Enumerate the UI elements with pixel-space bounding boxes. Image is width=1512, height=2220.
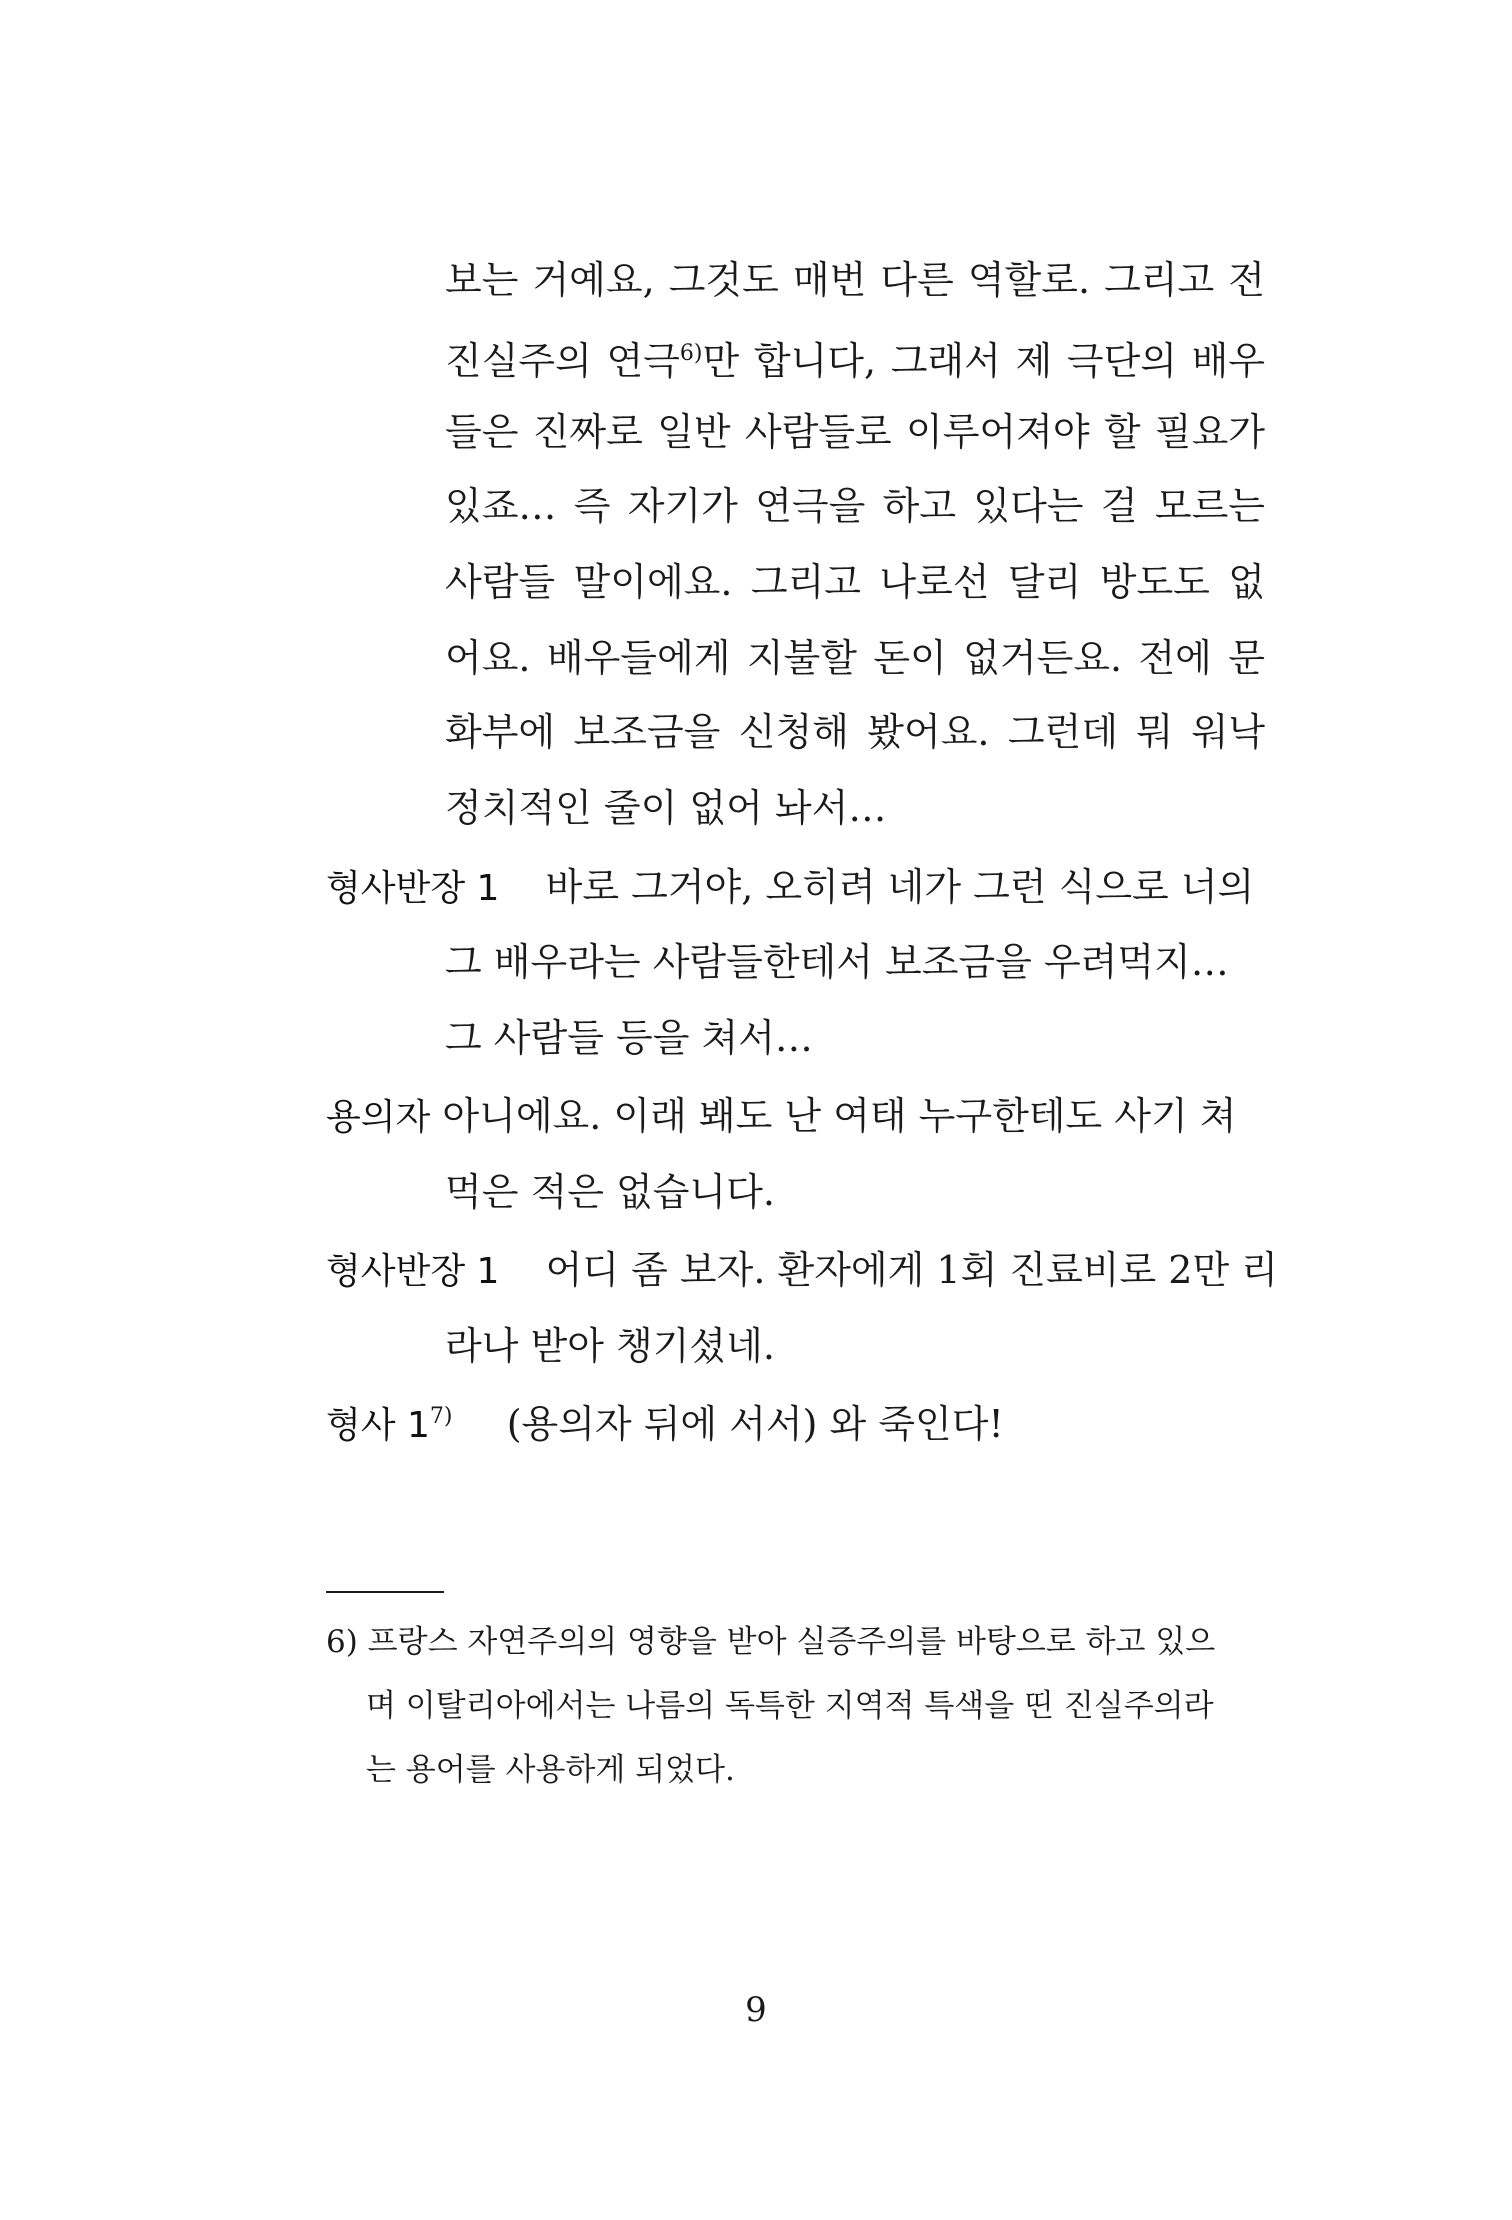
speech-block — [326, 1400, 1265, 1448]
dialogue-line: 들은 진짜로 일반 사람들로 이루어져야 할 필요가 — [445, 410, 1265, 454]
dialogue-line: 그 배우라는 사람들한테서 보조금을 우려먹지… — [445, 940, 1229, 984]
dialogue-line — [445, 337, 1265, 385]
speech-block — [326, 863, 1265, 911]
dialogue-line: 정치적인 줄이 없어 놔서… — [445, 786, 887, 830]
footnote-line: 며 이탈리아에서는 나름의 독특한 지역적 특색을 띤 진실주의라 — [366, 1688, 1214, 1724]
dialogue-text: 아니에요. 이래 봬도 난 여태 누구한테도 사기 쳐 — [442, 1094, 1237, 1138]
dialogue-line: 사람들 말이에요. 그리고 나로선 달리 방도도 없 — [445, 560, 1265, 604]
speaker-name: 형사반장 1 — [326, 1251, 500, 1292]
dialogue-text: (용의자 뒤에 서서) 와 죽인다! — [506, 1402, 1004, 1446]
footnote-ref-7[interactable]: 7) — [429, 1404, 453, 1429]
speaker-name: 용의자 — [326, 1097, 431, 1138]
footnote-ref-6[interactable]: 6) — [679, 341, 703, 366]
dialogue-text: 진실주의 연극 — [445, 339, 680, 383]
dialogue-line: 그 사람들 등을 쳐서… — [445, 1016, 813, 1060]
speech-block — [326, 1246, 1278, 1294]
dialogue-line: 보는 거예요, 그것도 매번 다른 역할로. 그리고 전 — [445, 258, 1265, 302]
speaker-name: 형사 1 — [326, 1405, 430, 1446]
dialogue-text: 만 합니다, 그래서 제 극단의 배우 — [702, 339, 1265, 383]
dialogue-line: 있죠… 즉 자기가 연극을 하고 있다는 걸 모르는 — [445, 484, 1265, 528]
dialogue-line: 어요. 배우들에게 지불할 돈이 없거든요. 전에 문 — [445, 636, 1265, 680]
page-number: 9 — [745, 1990, 767, 2030]
dialogue-text: 바로 그거야, 오히려 네가 그런 식으로 너의 — [545, 865, 1255, 909]
dialogue-text: 어디 좀 보자. 환자에게 1회 진료비로 2만 리 — [545, 1248, 1278, 1292]
footnote-divider — [326, 1591, 444, 1593]
speech-block — [326, 1092, 1265, 1140]
footnote-line: 6) 프랑스 자연주의의 영향을 받아 실증주의를 바탕으로 하고 있으 — [326, 1624, 1216, 1660]
dialogue-line: 라나 받아 챙기셨네. — [445, 1324, 775, 1368]
footnote-line: 는 용어를 사용하게 되었다. — [366, 1752, 735, 1788]
dialogue-line: 화부에 보조금을 신청해 봤어요. 그런데 뭐 워낙 — [445, 710, 1265, 754]
dialogue-line: 먹은 적은 없습니다. — [445, 1170, 775, 1214]
speaker-name: 형사반장 1 — [326, 868, 500, 909]
